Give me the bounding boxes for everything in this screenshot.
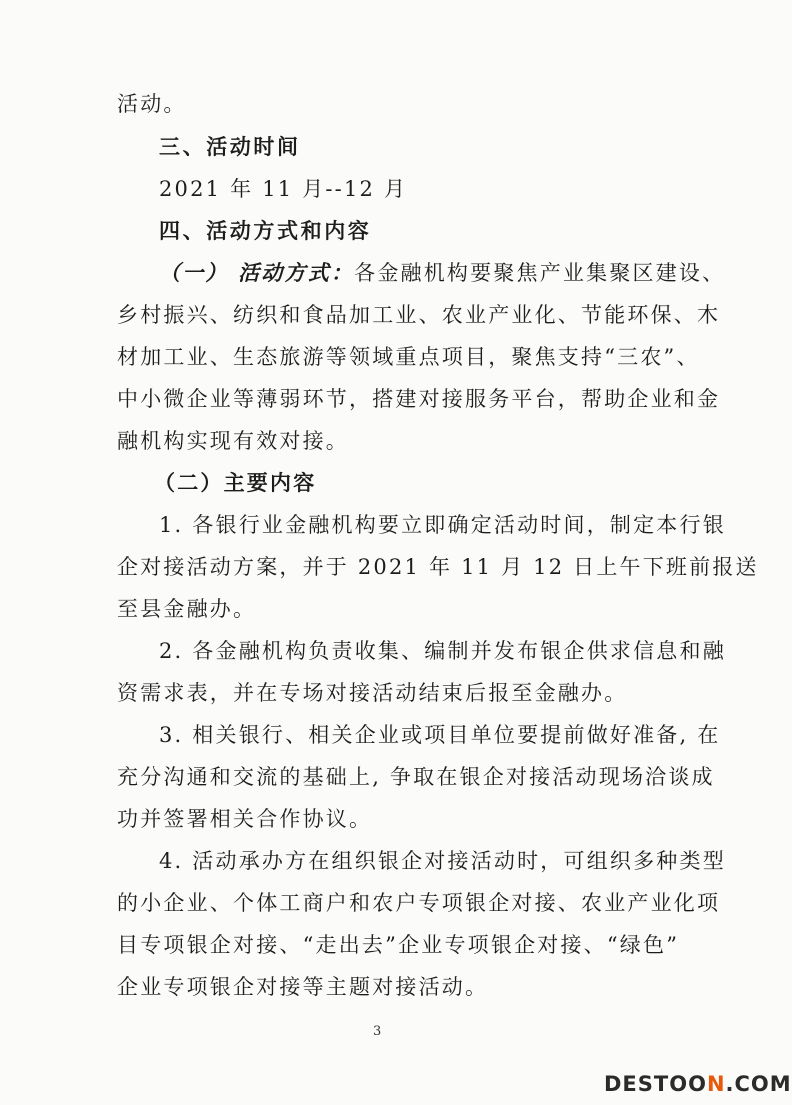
paragraph-line: 活动。 — [117, 92, 187, 116]
list-item-3-line: 充分沟通和交流的基础上, 争取在银企对接活动现场洽谈成 — [117, 765, 715, 789]
list-item-1-line: 企对接活动方案，并于 2021 年 11 月 12 日上午下班前报送 — [117, 555, 759, 579]
list-item-3-line: 功并签署相关合作协议。 — [117, 807, 373, 831]
page-number: 3 — [373, 1024, 382, 1039]
list-item-4-line: 4. 活动承办方在组织银企对接活动时，可组织多种类型 — [159, 849, 726, 873]
list-item-2-line: 资需求表，并在专场对接活动结束后报至金融办。 — [117, 681, 628, 705]
paragraph-line: 融机构实现有效对接。 — [117, 429, 349, 453]
list-item-4-line: 企业专项银企对接等主题对接活动。 — [117, 975, 489, 999]
activity-date-range: 2021 年 11 月--12 月 — [159, 177, 408, 201]
list-item-2-line: 2. 各金融机构负责收集、编制并发布银企供求信息和融 — [159, 639, 726, 663]
list-item-4-line: 的小企业、个体工商户和农户专项银企对接、农业产业化项 — [117, 891, 721, 915]
watermark-logo — [604, 1072, 792, 1096]
subsection-method-line — [159, 259, 725, 287]
list-item-4-line: 目专项银企对接、“走出去”企业专项银企对接、“绿色” — [117, 933, 680, 957]
list-item-1-line: 至县金融办。 — [117, 597, 257, 621]
subsection-heading-content: （二）主要内容 — [154, 470, 317, 495]
subsection-label-method: （一） 活动方式： — [159, 260, 355, 285]
section-heading-time: 三、活动时间 — [159, 134, 301, 159]
paragraph-line: 材加工业、生态旅游等领域重点项目，聚焦支持“三农”、 — [117, 345, 700, 369]
paragraph-text: 各金融机构要聚焦产业集聚区建设、 — [354, 261, 726, 285]
watermark-accent: N — [706, 1072, 726, 1096]
section-heading-method: 四、活动方式和内容 — [159, 218, 372, 243]
list-item-3-line: 3. 相关银行、相关企业或项目单位要提前做好准备, 在 — [159, 723, 721, 747]
paragraph-line: 乡村振兴、纺织和食品加工业、农业产业化、节能环保、木 — [117, 303, 721, 327]
paragraph-line: 中小微企业等薄弱环节，搭建对接服务平台，帮助企业和金 — [117, 387, 721, 411]
list-item-1-line: 1. 各银行业金融机构要立即确定活动时间，制定本行银 — [159, 513, 726, 537]
watermark-text: DESTOO — [604, 1072, 707, 1096]
watermark-text: .COM — [725, 1072, 792, 1096]
